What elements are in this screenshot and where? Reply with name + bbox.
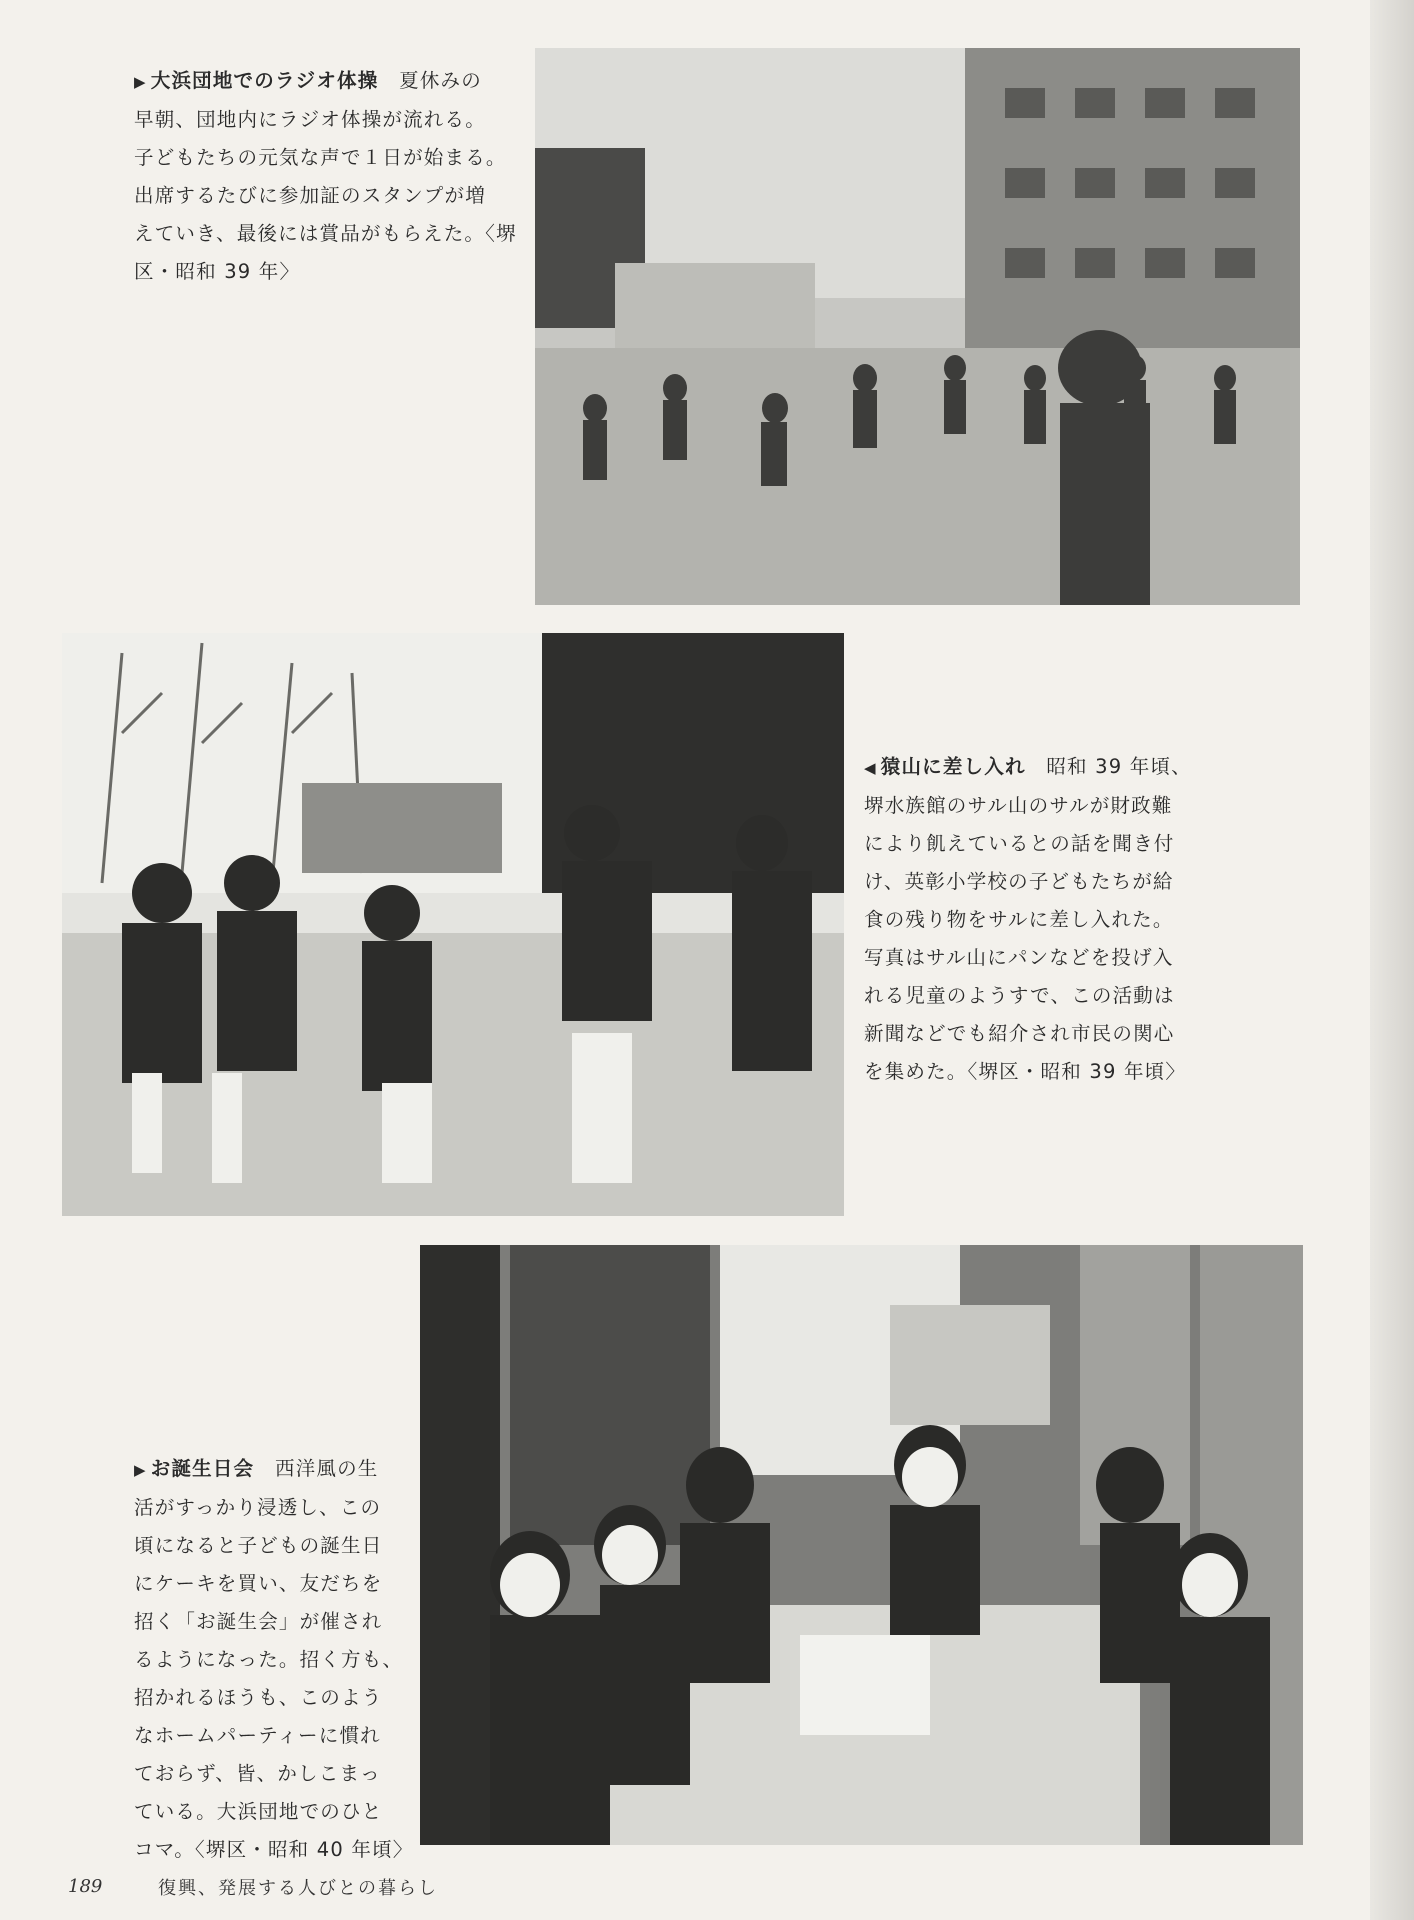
running-footer-title: 復興、発展する人びとの暮らし <box>158 1878 438 1899</box>
caption-body: 西洋風の生 活がすっかり浸透し、この 頃になると子どもの誕生日 にケーキを買い、友だちを 招く「お誕生会」が催され るようになった。招く方も、 招かれるほうも、このよう なホームパーティーに慣れ ておらず、皆、かしこまっ ている。大浜団地でのひと コマ。〈堺区・昭和 40 年頃〉 <box>134 1457 414 1861</box>
caption-body: 夏休みの 早朝、団地内にラジオ体操が流れる。 子どもたちの元気な声で１日が始まる。 出席するたびに参加証のスタンプが増 えていき、最後には賞品がもらえた。〈堺 区・昭和 39 年〉 <box>134 69 517 283</box>
caption-radio-exercise <box>134 62 524 291</box>
caption-arrow-left-icon: ◀ <box>864 759 877 777</box>
caption-title: 大浜団地でのラジオ体操 <box>150 69 379 92</box>
page-number: 189 <box>68 1876 103 1897</box>
caption-body: 昭和 39 年頃、 堺水族館のサル山のサルが財政難 により飢えているとの話を聞き付 け、英彰小学校の子どもたちが給 食の残り物をサルに差し入れた。 写真はサル山にパンなどを投げ入 れる児童のようすで、この活動は 新聞などでも紹介され市民の関心 を集めた。〈堺区・昭和 39 年頃〉 <box>864 755 1192 1083</box>
caption-arrow-right-icon: ▶ <box>134 1461 147 1479</box>
caption-birthday-party <box>134 1450 424 1869</box>
photo-birthday-party <box>420 1245 1303 1845</box>
caption-title: 猿山に差し入れ <box>880 755 1026 778</box>
caption-title: お誕生日会 <box>150 1457 255 1480</box>
caption-arrow-right-icon: ▶ <box>134 73 147 91</box>
page-edge-shadow <box>1370 0 1414 1920</box>
caption-monkey-mountain <box>864 748 1214 1091</box>
photo-monkey-mountain <box>62 633 844 1216</box>
photo-radio-exercise <box>535 48 1300 605</box>
